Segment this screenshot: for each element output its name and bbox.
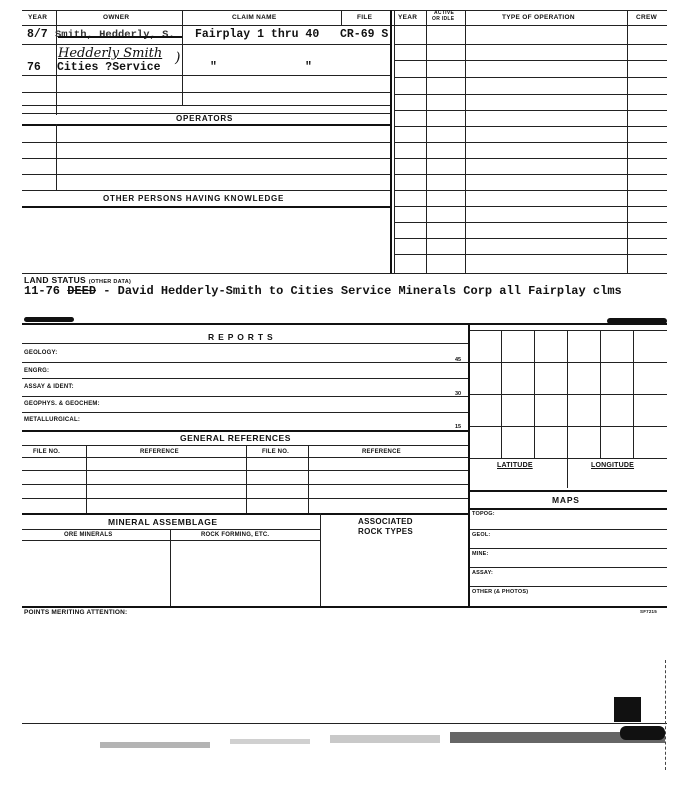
right-row-line [394, 94, 667, 95]
grid-line [470, 330, 667, 331]
header-bottom-line [22, 25, 667, 26]
top-table-bottom [22, 273, 667, 274]
row-line [22, 378, 468, 379]
header-file: FILE [357, 14, 373, 21]
general-references-heading: GENERAL REFERENCES [180, 433, 291, 443]
assay-map-label: ASSAY: [472, 570, 494, 576]
land-status-entry [24, 284, 622, 298]
associated-heading: ASSOCIATED [358, 517, 413, 526]
assay-label: ASSAY & IDENT: [24, 384, 74, 390]
row-line [22, 44, 390, 45]
row-line [22, 430, 468, 432]
col-divider [56, 124, 57, 190]
col-divider [308, 445, 309, 513]
reference-header-1: REFERENCE [140, 449, 179, 455]
rock-forming-header: ROCK FORMING, ETC. [201, 532, 270, 538]
row-line [470, 548, 667, 549]
operators-bottom-line [22, 124, 390, 126]
right-row-line [394, 44, 667, 45]
right-row-line [394, 142, 667, 143]
land-status-text: - David Hedderly-Smith to Cities Service Minerals Corp all Fairplay clms [103, 284, 622, 298]
col-divider [182, 10, 183, 25]
land-status-label: LAND STATUS [24, 275, 87, 285]
row-line [470, 508, 667, 510]
row-line [22, 470, 468, 471]
form-number: SF7215 [640, 609, 657, 614]
col-divider [170, 529, 171, 606]
ditto-mark: " [210, 61, 217, 74]
row-line [22, 190, 390, 191]
right-row-line [394, 238, 667, 239]
file-no-header-2: FILE NO. [262, 449, 289, 455]
other-persons-heading: OTHER PERSONS HAVING KNOWLEDGE [103, 194, 285, 203]
right-row-line [394, 158, 667, 159]
row-line [22, 75, 390, 76]
row-line [470, 529, 667, 530]
scan-edge [665, 660, 666, 770]
engrg-label: ENGRG: [24, 368, 50, 374]
scale-30: 30 [455, 391, 462, 397]
maps-top-line [470, 490, 667, 492]
row1-owner-struck: Smith, Hedderly, S. [55, 29, 175, 41]
header-or-idle: OR IDLE [432, 16, 455, 22]
scan-mark [24, 317, 74, 322]
file-no-header-1: FILE NO. [33, 449, 60, 455]
row-line [22, 540, 320, 541]
row1-file: CR-69 S [340, 28, 389, 41]
other-photos-label: OTHER (& PHOTOS) [472, 589, 529, 595]
header-year: YEAR [28, 14, 48, 21]
metallurgical-label: METALLURGICAL: [24, 417, 81, 423]
grid-line [470, 362, 667, 363]
header-type-of-operation: TYPE OF OPERATION [502, 14, 575, 21]
row-line [22, 529, 320, 530]
header-crew: CREW [636, 14, 658, 21]
row-line [22, 445, 468, 446]
strike-through [58, 36, 182, 38]
reports-bottom-line [22, 606, 667, 608]
geol-label: GEOL: [472, 532, 491, 538]
row-line [470, 567, 667, 568]
geophys-label: GEOPHYS. & GEOCHEM: [24, 401, 100, 407]
reports-right-divider [468, 323, 470, 606]
row-line [22, 362, 468, 363]
row2-year: 76 [27, 61, 41, 74]
row-line [22, 498, 468, 499]
row-line [22, 412, 468, 413]
right-row-line [394, 77, 667, 78]
latitude-label: LATITUDE [497, 462, 533, 469]
other-persons-line [22, 206, 390, 208]
handwritten-bracket: ) [175, 50, 181, 66]
points-meriting-label: POINTS MERITING ATTENTION: [24, 609, 128, 616]
right-row-line [394, 60, 667, 61]
scale-45: 45 [455, 357, 462, 363]
col-divider [341, 10, 342, 25]
grid-line [470, 458, 667, 459]
scan-blot [620, 726, 665, 740]
geology-label: GEOLOGY: [24, 350, 58, 356]
row-line [22, 484, 468, 485]
header-year-right: YEAR [398, 14, 418, 21]
row-line [470, 586, 667, 587]
header-active: ACTIVE [434, 10, 455, 16]
row-line [22, 105, 390, 106]
header-owner: OWNER [103, 14, 130, 21]
scan-noise [330, 735, 440, 743]
right-row-line [394, 206, 667, 207]
maps-heading: MAPS [552, 495, 580, 505]
operators-heading: OPERATORS [176, 114, 234, 123]
ore-minerals-header: ORE MINERALS [64, 532, 113, 538]
ditto-mark: " [305, 61, 312, 74]
main-divider [390, 10, 392, 273]
right-row-line [394, 190, 667, 191]
land-status-sub: (OTHER DATA) [88, 279, 132, 285]
col-divider [246, 445, 247, 513]
reports-top-line [22, 323, 667, 325]
row-line [22, 457, 468, 458]
col-divider [320, 513, 321, 606]
land-status-date: 11-76 [24, 284, 61, 298]
page-bottom-line [22, 723, 667, 724]
row-line [22, 92, 390, 93]
longitude-label: LONGITUDE [591, 462, 635, 469]
scan-block [614, 697, 641, 722]
land-status-struck-word: DEED [67, 284, 97, 298]
row-line [22, 174, 390, 175]
row-line [22, 513, 468, 515]
row-line [22, 142, 390, 143]
right-row-line [394, 110, 667, 111]
right-row-line [394, 174, 667, 175]
reports-heading: R E P O R T S [208, 332, 274, 342]
col-divider [567, 458, 568, 488]
grid-line [470, 394, 667, 395]
header-claim-name: CLAIM NAME [232, 14, 277, 21]
col-divider [86, 445, 87, 513]
reference-header-2: REFERENCE [362, 449, 401, 455]
right-row-line [394, 222, 667, 223]
scale-15: 15 [455, 424, 462, 430]
right-row-line [394, 126, 667, 127]
scan-noise [230, 739, 310, 744]
col-divider [182, 25, 183, 105]
right-row-line [394, 254, 667, 255]
row-line [22, 158, 390, 159]
row1-handwritten-owner: Hedderly Smith [58, 46, 163, 61]
topog-label: TOPOG: [472, 511, 495, 517]
row2-owner: Cities ?Service [57, 61, 161, 74]
row1-date: 8/7 [27, 28, 48, 41]
row1-claim: Fairplay 1 thru 40 [195, 28, 320, 41]
scan-noise [100, 742, 210, 748]
top-border [22, 10, 667, 11]
mineral-assemblage-heading: MINERAL ASSEMBLAGE [108, 517, 218, 527]
mine-label: MINE: [472, 551, 489, 557]
row-line [22, 396, 468, 397]
grid-line [470, 426, 667, 427]
rock-types-heading: ROCK TYPES [358, 527, 414, 536]
row-line [22, 343, 468, 344]
